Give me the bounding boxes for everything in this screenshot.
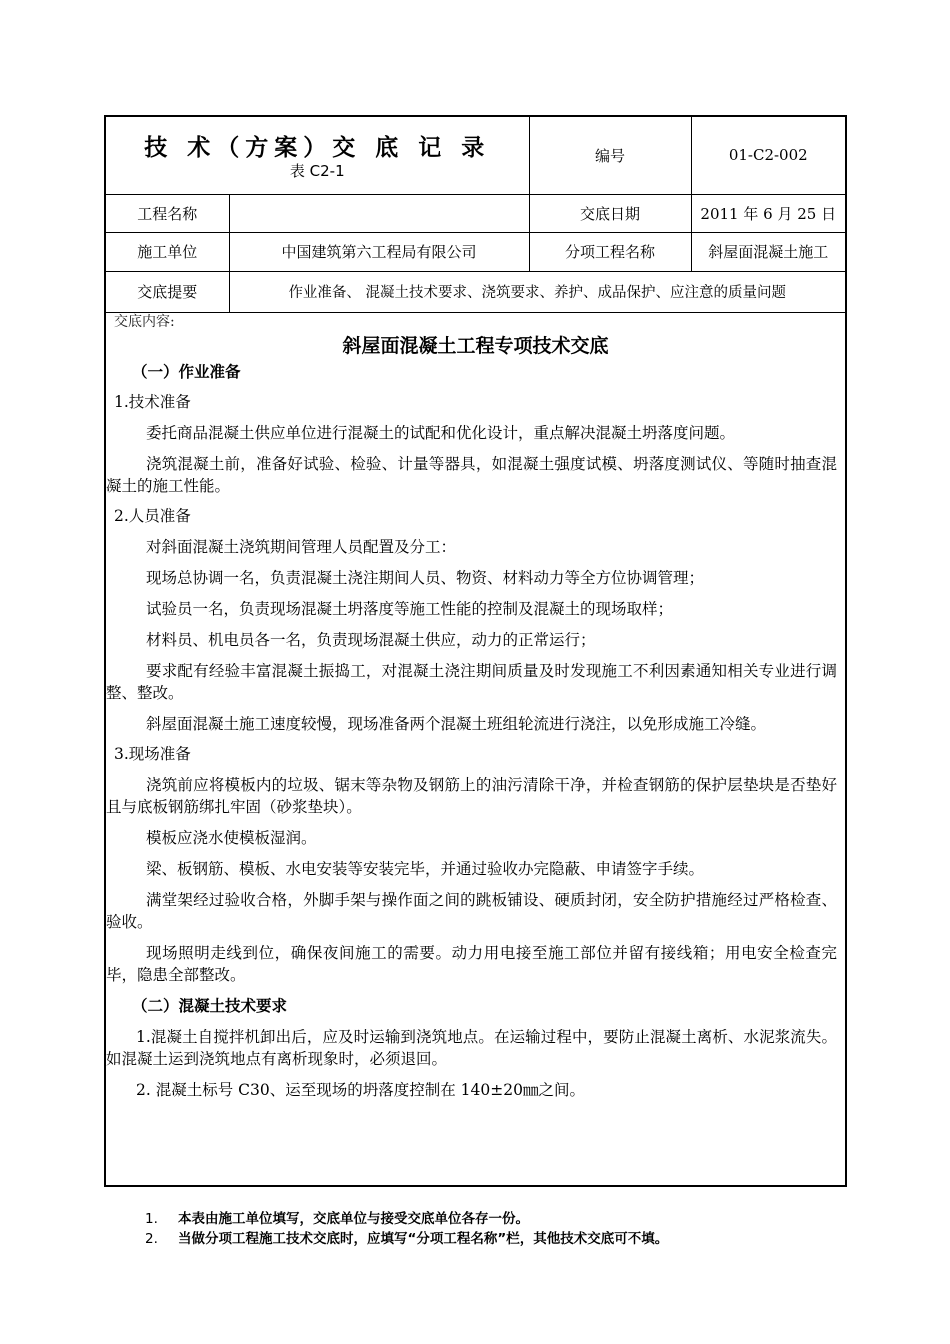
paragraph: 模板应浇水使模板湿润。 (146, 829, 317, 847)
date-label: 交底日期 (529, 194, 691, 232)
note-text: 本表由施工单位填写，交底单位与接受交底单位各存一份。 (178, 1211, 529, 1227)
date-value: 2011 年 6 月 25 日 (691, 194, 845, 232)
header-table (106, 117, 845, 313)
paragraph: 梁、板钢筋、模板、水电安装等安装完毕，并通过验收办完隐蔽、申请签字手续。 (146, 860, 705, 878)
paragraph: 委托商品混凝土供应单位进行混凝土的试配和优化设计，重点解决混凝土坍落度问题。 (146, 424, 736, 442)
content-lead: 交底内容: (114, 314, 175, 330)
number-label: 编号 (529, 117, 691, 194)
note-item (145, 1229, 905, 1249)
project-name-value (229, 194, 529, 232)
paragraph: 材料员、机电员各一名，负责现场混凝土供应，动力的正常运行； (146, 631, 596, 649)
paragraph: 现场照明走线到位，确保夜间施工的需要。动力用电接至施工部位并留有接线箱；用电安全检查完毕，隐患全部整改。 (106, 944, 837, 984)
section-heading: （一）作业准备 (132, 363, 241, 381)
subsection-heading: 3.现场准备 (114, 745, 191, 763)
subproject-label: 分项工程名称 (529, 232, 691, 271)
note-text: 当做分项工程施工技术交底时，应填写“分项工程名称”栏，其他技术交底可不填。 (178, 1231, 669, 1247)
unit-label: 施工单位 (106, 232, 229, 271)
paragraph: 斜屋面混凝土施工速度较慢，现场准备两个混凝土班组轮流进行浇注，以免形成施工冷缝。 (146, 715, 767, 733)
paragraph: 2. 混凝土标号 C30、运至现场的坍落度控制在 140±20㎜之间。 (136, 1081, 585, 1099)
paragraph: 1.混凝土自搅拌机卸出后，应及时运输到浇筑地点。在运输过程中，要防止混凝土离析、水泥浆流失。如混凝土运到浇筑地点有离析现象时，必须退回。 (106, 1028, 837, 1068)
record-form (104, 115, 847, 1187)
form-title: 技 术（方案）交 底 记 录 (144, 135, 491, 162)
form-code: 表 C2-1 (289, 162, 345, 181)
note-item (145, 1209, 905, 1229)
section-heading: （二）混凝土技术要求 (132, 997, 288, 1015)
form-notes (145, 1209, 905, 1249)
paragraph: 浇筑混凝土前，准备好试验、检验、计量等器具，如混凝土强度试模、坍落度测试仪、等随时抽查混凝土的施工性能。 (106, 455, 837, 495)
note-number: 2. (145, 1231, 158, 1247)
briefing-content (106, 313, 845, 1101)
paragraph: 现场总协调一名，负责混凝土浇注期间人员、物资、材料动力等全方位协调管理； (146, 569, 705, 587)
unit-value: 中国建筑第六工程局有限公司 (229, 232, 529, 271)
summary-value: 作业准备、 混凝土技术要求、浇筑要求、养护、成品保护、应注意的质量问题 (229, 271, 845, 312)
paragraph: 对斜面混凝土浇筑期间管理人员配置及分工： (146, 538, 457, 556)
subsection-heading: 2.人员准备 (114, 507, 191, 525)
summary-label: 交底提要 (106, 271, 229, 312)
note-number: 1. (145, 1211, 158, 1227)
document-title: 斜屋面混凝土工程专项技术交底 (342, 335, 609, 357)
project-name-label: 工程名称 (106, 194, 229, 232)
subsection-heading: 1.技术准备 (114, 393, 191, 411)
paragraph: 试验员一名，负责现场混凝土坍落度等施工性能的控制及混凝土的现场取样； (146, 600, 674, 618)
paragraph: 满堂架经过验收合格，外脚手架与操作面之间的跳板铺设、硬质封闭，安全防护措施经过严格检查、验收。 (106, 891, 837, 931)
number-value: 01-C2-002 (691, 117, 845, 194)
paragraph: 要求配有经验丰富混凝土振捣工，对混凝土浇注期间质量及时发现施工不利因素通知相关专业进行调整、整改。 (106, 662, 837, 702)
paragraph: 浇筑前应将模板内的垃圾、锯末等杂物及钢筋上的油污清除干净，并检查钢筋的保护层垫块是否垫好且与底板钢筋绑扎牢固（砂浆垫块）。 (106, 776, 837, 816)
subproject-value: 斜屋面混凝土施工 (691, 232, 845, 271)
title-cell (106, 117, 529, 194)
